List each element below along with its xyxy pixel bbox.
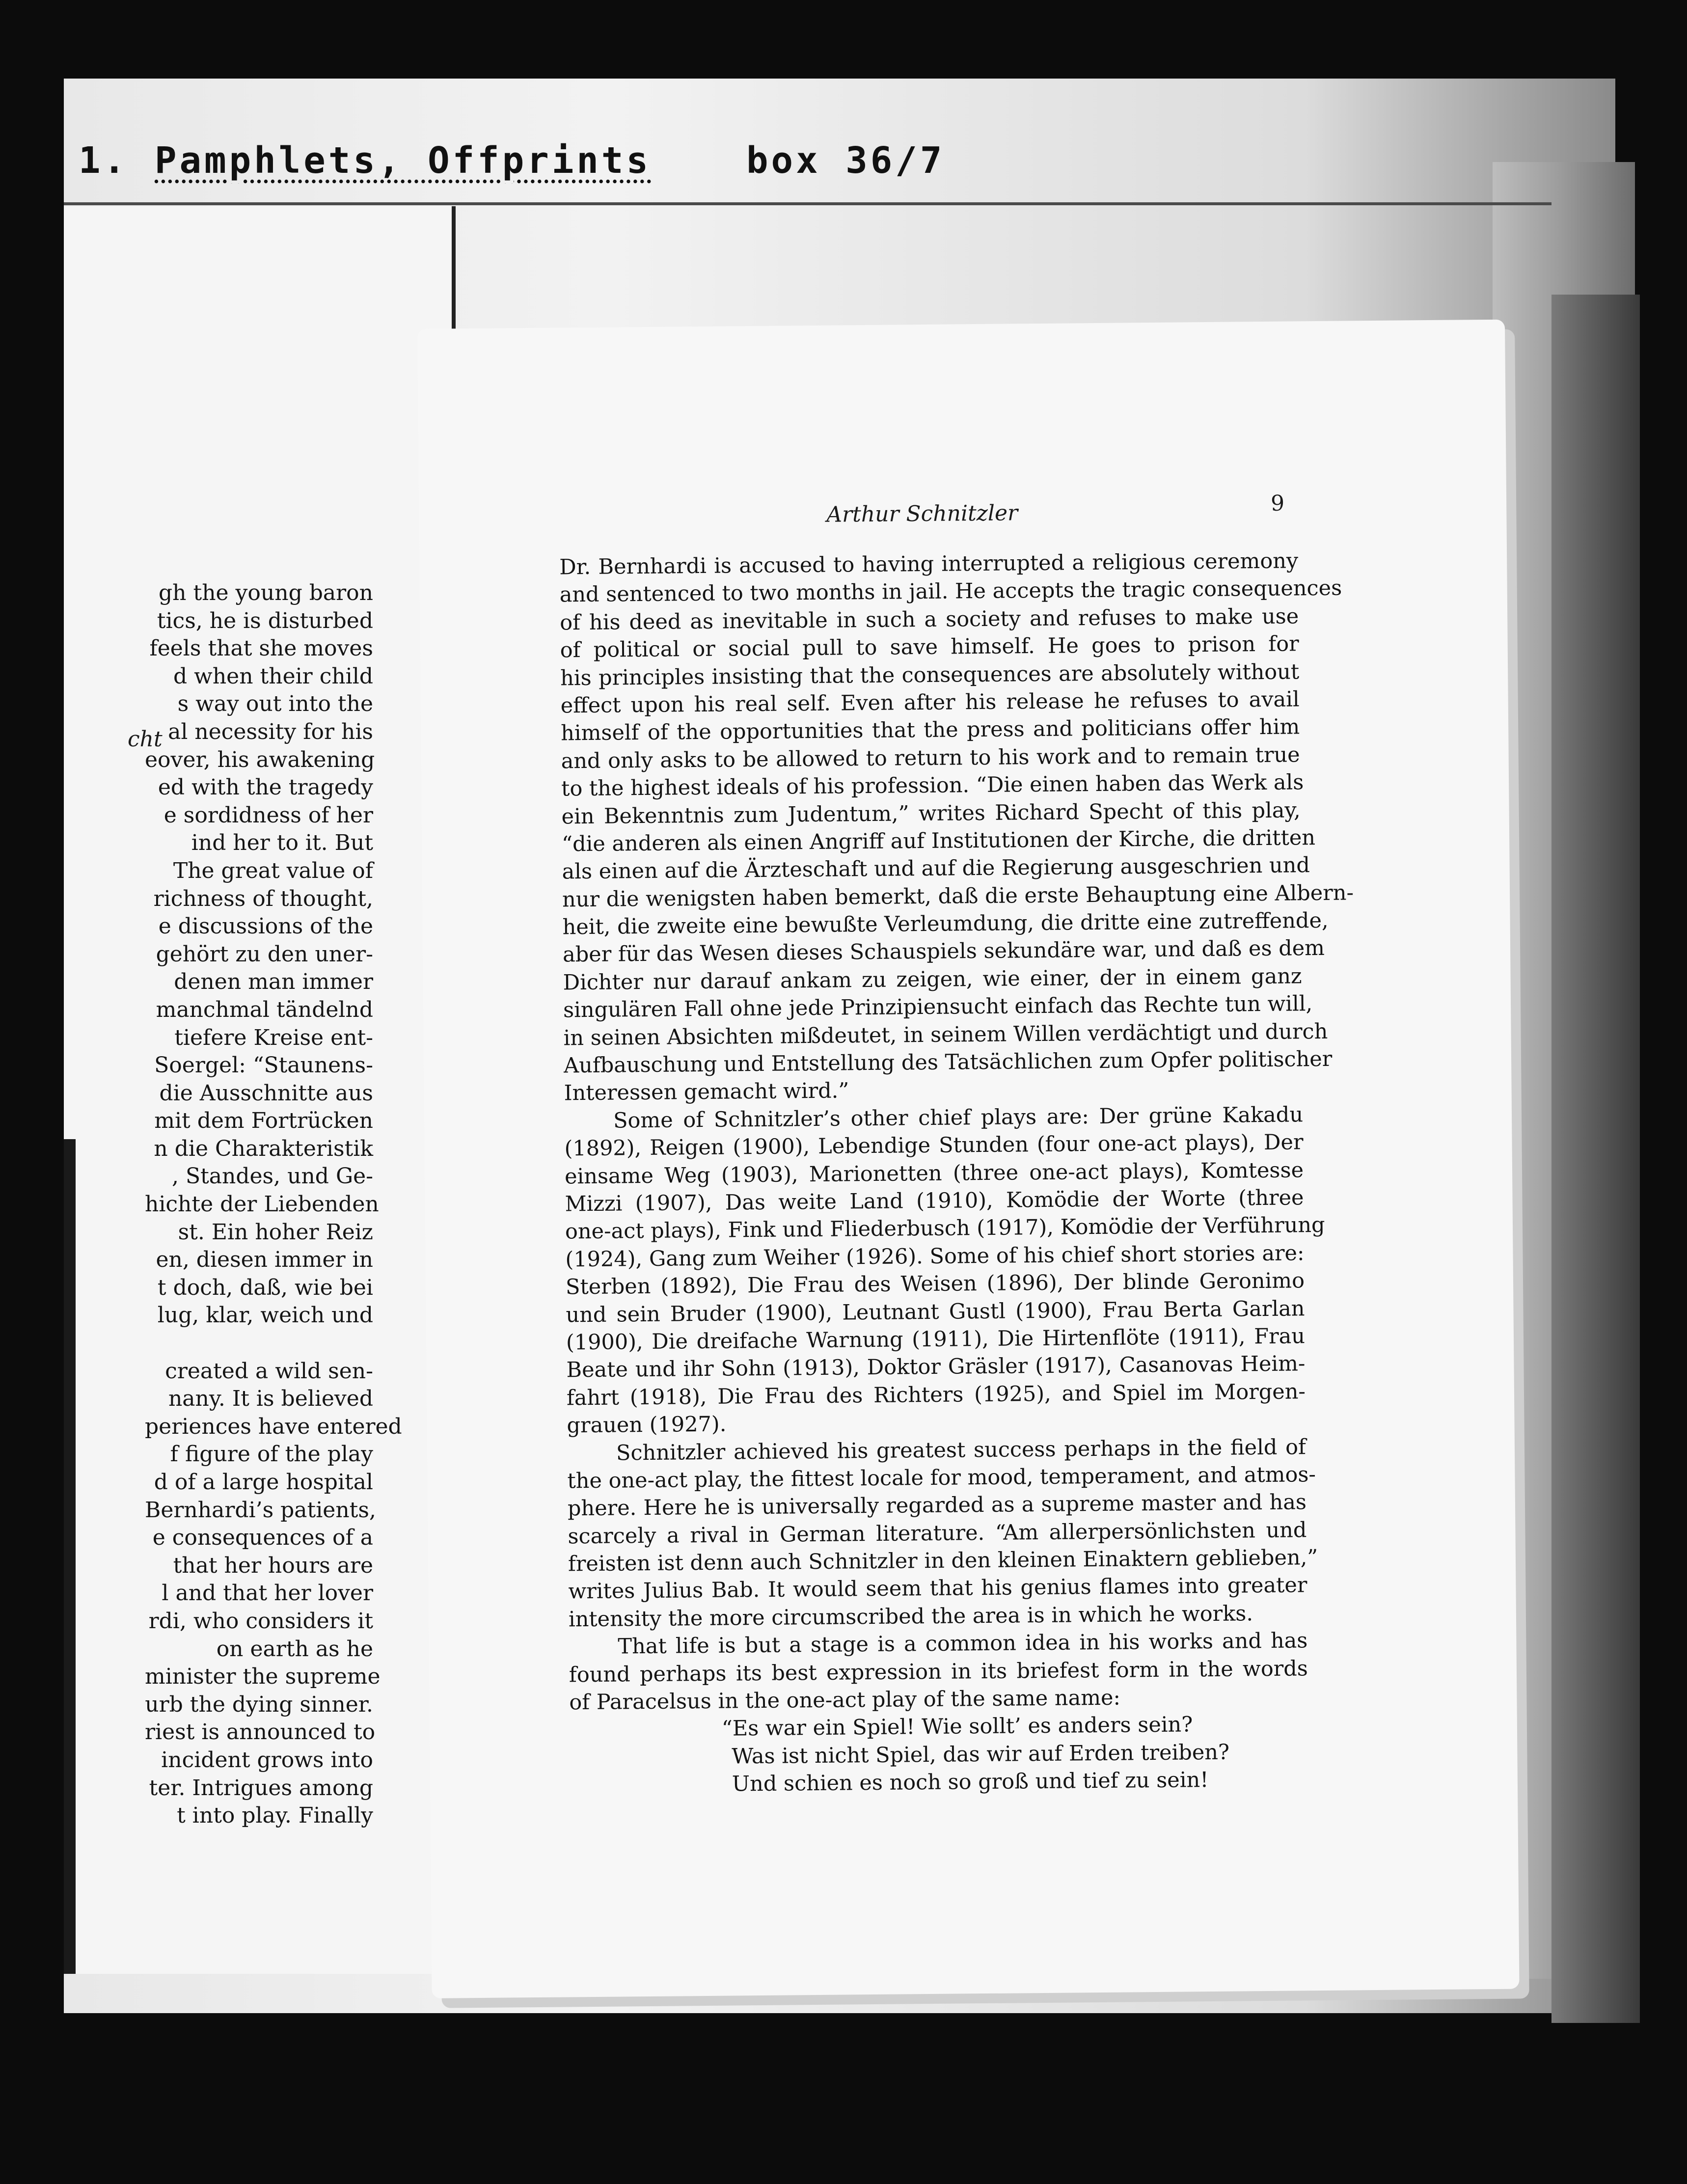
left-text-line: en, diesen immer in [156,1247,373,1273]
text-line: one-act plays), Fink und Fliederbusch (1917), Komödie der Verführung [565,1213,1325,1244]
text-line: und sein Bruder (1900), Leutnant Gustl (1900), Frau Berta Garlan [566,1296,1305,1327]
text-line: Interessen gemacht wird.” [564,1078,849,1106]
verse-line: Und schien es noch so groß und tief zu sein! [732,1768,1209,1797]
left-text-line: denen man immer [174,969,373,995]
left-text-line: tiefere Kreise ent- [174,1025,373,1050]
text-line: “die anderen als einen Angriff auf Institutionen der Kirche, die dritten [561,825,1316,857]
text-line: scarcely a rival in German literature. “Am allerpersönlichsten und [568,1517,1307,1549]
text-line: Beate und ihr Sohn (1913), Doktor Gräsler (1917), Casanovas Heim- [566,1351,1306,1383]
left-text-line: Soergel: “Staunens- [154,1053,373,1078]
text-line: and only asks to be allowed to return to his work and to remain true [561,742,1300,774]
left-text-line: e consequences of a [152,1525,373,1551]
left-running-head: cht [128,727,163,752]
label-number: 1. [79,139,129,182]
left-text-line: The great value of [173,858,373,883]
left-text-line: hichte der Liebenden [145,1192,379,1217]
left-text-line: mit dem Fortrücken [154,1108,373,1134]
left-page [64,206,456,1974]
text-line: nur die wenigsten haben bemerkt, daß die erste Behauptung eine Albern- [562,880,1354,912]
left-text-line: richness of thought, [153,886,373,911]
text-line: Sterben (1892), Die Frau des Weisen (1896), Der blinde Geronimo [565,1268,1305,1300]
paragraph-4 [569,1627,1308,1717]
left-text-line: n die Charakteristik [154,1136,373,1161]
text-line: freisten ist denn auch Schnitzler in den kleinen Einaktern geblieben,” [568,1545,1318,1577]
verse-quote [570,1710,1309,1800]
paragraph-2 [564,1101,1325,1440]
text-line: and sentenced to two months in jail. He accepts the tragic consequences [559,575,1342,607]
text-line: grauen (1927). [567,1412,727,1438]
text-line: of Paracelsus in the one-act play of the same name: [569,1685,1121,1715]
running-head: Arthur Schnitzler [826,500,1018,527]
text-line: Schnitzler achieved his greatest success perhaps in the field of [616,1434,1306,1466]
left-text-line: feels that she moves [149,636,373,661]
left-text-line: riest is announced to [145,1720,376,1745]
archive-label [64,129,1551,205]
left-text-line: s way out into the [177,691,373,717]
text-line: Aufbauschung und Entstellung des Tatsächlichen zum Opfer politischer [563,1046,1333,1078]
left-text-line: , Standes, und Ge- [171,1164,373,1189]
left-text-line: l and that her lover [162,1581,373,1606]
label-box: box 36/7 [746,139,945,182]
left-text-line: eover, his awakening [145,747,375,772]
text-line: Dr. Bernhardi is accused to having interrupted a religious ceremony [559,548,1299,580]
text-line: fahrt (1918), Die Frau des Richters (1925), and Spiel im Morgen- [566,1379,1306,1411]
text-line: (1924), Gang zum Weiher (1926). Some of his chief short stories are: [565,1241,1305,1272]
left-text-line: ed with the tragedy [158,775,373,800]
left-page-edge [64,1139,76,1974]
label-title: Pamphlets, Offprints [155,139,652,182]
text-line: ein Bekenntnis zum Judentum,” writes Richard Specht of this play, [561,797,1301,829]
left-text-line [145,1330,373,1358]
text-line: of his deed as inevitable in such a society and refuses to make use [560,604,1299,635]
text-line: einsame Weg (1903), Marionetten (three one-act plays), Komtesse [564,1157,1304,1189]
left-text-line: ind her to it. But [191,830,373,856]
left-page-text [145,579,402,1830]
left-text-line: on earth as he [216,1636,373,1662]
text-line: found perhaps its best expression in its briefest form in the words [569,1656,1308,1688]
left-text-line: nany. It is believed [168,1386,373,1412]
paragraph-1 [559,547,1354,1107]
left-text-line: that her hours are [173,1553,373,1578]
left-text-line: tics, he is disturbed [157,608,373,633]
text-line: the one-act play, the fittest locale for mood, temperament, and atmos- [567,1462,1316,1494]
left-text-line: die Ausschnitte aus [159,1080,373,1106]
text-line: in seinen Absichten mißdeutet, in seinem Willen verdächtigt und durch [563,1019,1328,1051]
text-line: phere. Here he is universally regarded as a supreme master and has [567,1490,1307,1521]
text-line: himself of the opportunities that the press and politicians offer him [560,714,1300,746]
text-line: intensity the more circumscribed the area is in which he works. [568,1601,1253,1632]
text-line: Dichter nur darauf ankam zu zeigen, wie einer, der in einem ganz [563,964,1302,995]
verse-line: Was ist nicht Spiel, das wir auf Erden treiben? [732,1740,1230,1769]
left-text-line: d when their child [173,663,373,689]
text-line: (1900), Die dreifache Warnung (1911), Die Hirtenflöte (1911), Frau [566,1324,1306,1355]
left-text-line: gehört zu den uner- [156,941,373,967]
left-text-line: urb the dying sinner. [145,1692,373,1717]
left-text-line: manchmal tändelnd [156,997,373,1022]
mount-edge-shadow [1551,295,1640,2023]
text-line: effect upon his real self. Even after his release he refuses to avail [560,687,1300,718]
text-line: aber für das Wesen dieses Schauspiels sekundäre war, und daß es dem [562,936,1325,967]
text-line: writes Julius Bab. It would seem that his genius flames into greater [568,1573,1307,1604]
left-text-line: e discussions of the [158,914,373,939]
text-line: That life is but a stage is a common idea in his works and has [618,1628,1308,1659]
text-line: Mizzi (1907), Das weite Land (1910), Komödie der Worte (three [565,1185,1304,1217]
left-text-line: incident grows into [161,1747,373,1773]
left-text-line: lug, klar, weich und [157,1303,373,1328]
text-line: to the highest ideals of his profession. “Die einen haben das Werk als [561,770,1304,801]
text-line: heit, die zweite eine bewußte Verleumdung, die dritte eine zutreffende, [562,908,1329,940]
left-text-line: st. Ein hoher Reiz [178,1219,373,1245]
page-number: 9 [1270,491,1285,516]
page-body [559,547,1354,1800]
left-text-line: e sordidness of her [163,802,373,828]
left-text-line: minister the supreme [145,1664,381,1690]
left-text-line: gh the young baron [159,580,373,605]
left-text-line: t into play. Finally [177,1803,373,1829]
left-text-line: created a wild sen- [165,1358,373,1384]
text-line: als einen auf die Ärzteschaft und auf die Regierung ausgeschrien und [562,853,1310,884]
text-line: of political or social pull to save himself. He goes to prison for [560,631,1299,663]
text-line: Some of Schnitzler’s other chief plays are: Der grüne Kakadu [613,1102,1304,1133]
right-page [417,320,1520,1998]
left-text-line: al necessity for his [168,719,373,744]
left-text-line: t doch, daß, wie bei [157,1275,373,1300]
text-line: singulären Fall ohne jede Prinzipiensucht einfach das Rechte tun will, [563,991,1313,1023]
left-text-line: ter. Intrigues among [149,1775,373,1801]
left-text-line: periences have entered [145,1414,402,1439]
text-line: his principles insisting that the consequences are absolutely without [560,659,1300,691]
verse-line: “Es war ein Spiel! Wie sollt’ es anders sein? [721,1712,1193,1742]
paragraph-3 [567,1433,1318,1634]
left-text-line: Bernhardi’s patients, [145,1497,376,1523]
left-text-line: d of a large hospital [154,1470,373,1495]
left-text-line: rdi, who considers it [148,1608,373,1634]
text-line: (1892), Reigen (1900), Lebendige Stunden (four one-act plays), Der [564,1130,1304,1161]
left-text-line: f figure of the play [170,1442,373,1467]
